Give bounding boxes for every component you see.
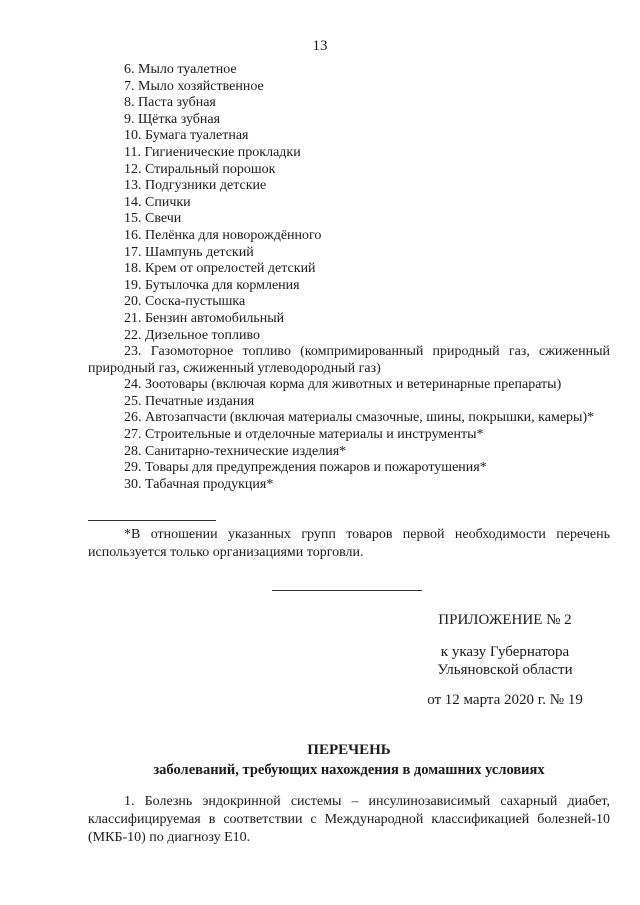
list-item: 25. Печатные издания [124,393,255,409]
list-item: 11. Гигиенические прокладки [124,144,301,160]
disease-item: 1. Болезнь эндокринной системы – инсулинозависимый сахарный диабет, классифицируемая в соответствии с Международной классификацией болезней-10 (МКБ-10) по диагнозу Е10. [88,794,610,845]
footnote: *В отношении указанных групп товаров первой необходимости перечень используется только организациями торговли. [88,527,610,560]
appendix-reference-line2: Ульяновской области [437,662,573,678]
list-item: 17. Шампунь детский [124,244,254,260]
list-item: 23. Газомоторное топливо (компримированный природный газ, сжиженный природный газ, сжиженный углеводородный газ) [88,344,610,376]
list-item: 30. Табачная продукция* [124,476,274,492]
list-item: 18. Крем от опрелостей детский [124,261,316,277]
list-subheading: заболеваний, требующих нахождения в домашних условиях [153,762,545,778]
footnote-divider [88,520,216,521]
list-item: 10. Бумага туалетная [124,128,249,144]
list-item: 26. Автозапчасти (включая материалы смазочные, шины, покрышки, камеры)* [124,410,595,426]
list-heading: ПЕРЕЧЕНЬ [307,742,391,758]
list-item: 20. Соска-пустышка [124,294,246,310]
appendix-reference [400,643,610,679]
appendix-reference-line1: к указу Губернатора [440,644,570,660]
list-item: 29. Товары для предупреждения пожаров и пожаротушения* [124,460,487,476]
list-item: 13. Подгузники детские [124,178,267,194]
list-item: 21. Бензин автомобильный [124,310,285,326]
list-item: 7. Мыло хозяйственное [124,78,264,94]
list-item: 24. Зоотовары (включая корма для животных и ветеринарные препараты) [124,377,562,393]
list-item: 9. Щётка зубная [124,111,221,127]
list-item: 15. Свечи [124,211,182,227]
list-item: 6. Мыло туалетное [124,62,237,77]
goods-list [88,62,610,493]
list-item: 28. Санитарно-технические изделия* [124,443,347,459]
page-number: 13 [312,38,328,54]
appendix-title: ПРИЛОЖЕНИЕ № 2 [438,612,572,628]
list-item: 19. Бутылочка для кормления [124,277,300,293]
section-divider [272,590,422,591]
list-item: 16. Пелёнка для новорождённого [124,227,322,243]
list-item: 14. Спички [124,194,191,210]
list-item: 8. Паста зубная [124,95,216,111]
list-item: 12. Стиральный порошок [124,161,276,177]
list-item: 27. Строительные и отделочные материалы и инструменты* [124,427,484,443]
list-item: 22. Дизельное топливо [124,327,260,343]
appendix-date: от 12 марта 2020 г. № 19 [427,692,583,708]
